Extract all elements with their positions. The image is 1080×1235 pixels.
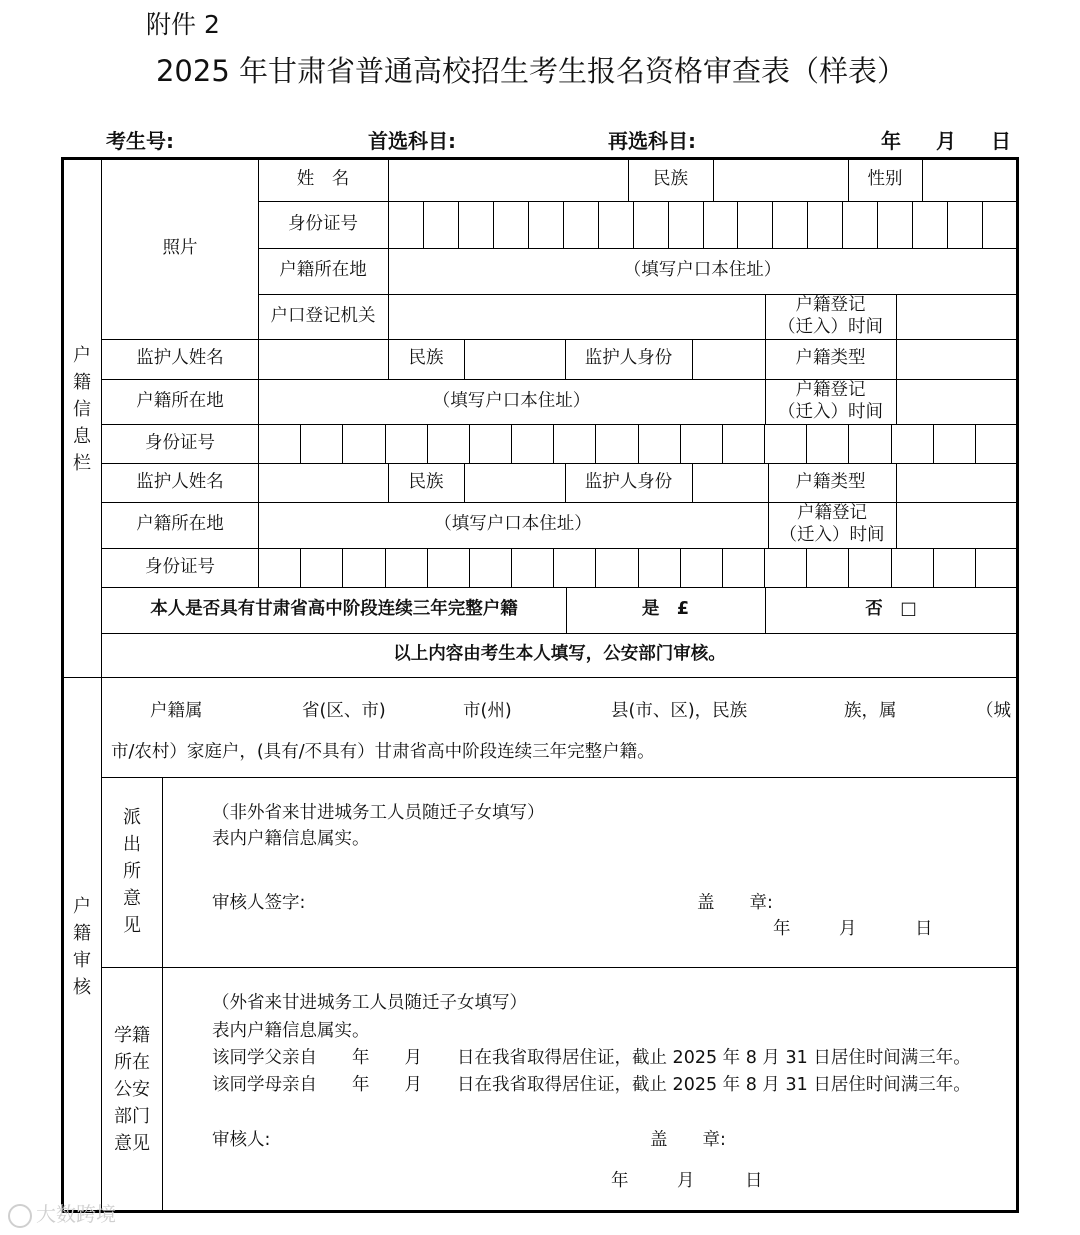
guardian1-residence-label: 户籍所在地 bbox=[136, 390, 224, 411]
guardian2-ethnicity-label: 民族 bbox=[408, 471, 444, 492]
ethnicity-label: 民族 bbox=[653, 169, 688, 190]
guardian2-id-label: 身份证号 bbox=[145, 556, 215, 577]
review-line1-d: 县(市、区)，民族 bbox=[611, 701, 748, 721]
address-placeholder: （填写户口本住址） bbox=[623, 260, 782, 281]
guardian1-id-type-label: 监护人身份 bbox=[584, 348, 673, 369]
gender-label: 性别 bbox=[867, 169, 903, 190]
police-true-statement: 表内户籍信息属实。 bbox=[212, 829, 370, 849]
police-date-year: 年 bbox=[773, 919, 791, 939]
police-note: （非外省来甘进城务工人员随迁子女填写） bbox=[212, 803, 545, 823]
guardian1-id-label: 身份证号 bbox=[145, 432, 215, 453]
first-subject-label: 首选科目: bbox=[368, 129, 456, 153]
reg-time-label: 户籍登记 （迁入）时间 bbox=[778, 294, 883, 337]
guardian1-ethnicity-label: 民族 bbox=[408, 348, 444, 369]
police-opinion-label: 派 出 所 意 见 bbox=[123, 807, 141, 936]
id-number-label: 身份证号 bbox=[288, 213, 358, 234]
yes-option[interactable]: 是 £ bbox=[641, 599, 690, 620]
header-month: 月 bbox=[936, 129, 956, 153]
no-option[interactable]: 否 □ bbox=[865, 599, 917, 620]
school-seal-label: 盖 章: bbox=[650, 1130, 726, 1150]
guardian2-id-type-label: 监护人身份 bbox=[584, 471, 673, 492]
header-day: 日 bbox=[991, 129, 1011, 153]
school-police-opinion-label: 学籍 所在 公安 部门 意见 bbox=[114, 1025, 150, 1154]
section-label-review: 户 籍 审 核 bbox=[73, 896, 91, 998]
guardian1-name-label: 监护人姓名 bbox=[136, 348, 224, 369]
guardian1-address-placeholder: （填写户口本住址） bbox=[432, 390, 591, 411]
attachment-label: 附件 2 bbox=[146, 10, 220, 39]
guardian2-huji-type-label: 户籍类型 bbox=[795, 471, 866, 492]
guardian1-huji-type-label: 户籍类型 bbox=[795, 348, 866, 369]
father-residence-statement: 该同学父亲自 年 月 日在我省取得居住证，截止 2025 年 8 月 31 日居住时间满三年。 bbox=[212, 1048, 971, 1068]
police-signature-label: 审核人签字: bbox=[212, 893, 306, 913]
guardian2-reg-time-label: 户籍登记 （迁入）时间 bbox=[779, 503, 885, 545]
name-label: 姓 名 bbox=[296, 169, 350, 190]
candidate-no-label: 考生号: bbox=[106, 129, 174, 153]
review-line1-a: 户籍属 bbox=[150, 701, 203, 721]
guardian2-residence-label: 户籍所在地 bbox=[136, 514, 224, 535]
fill-note: 以上内容由考生本人填写，公安部门审核。 bbox=[393, 644, 726, 665]
school-note: （外省来甘进城务工人员随迁子女填写） bbox=[212, 993, 527, 1013]
review-line2: 市/农村）家庭户，(具有/不具有）甘肃省高中阶段连续三年完整户籍。 bbox=[111, 742, 655, 762]
photo-cell: 照片 bbox=[162, 238, 198, 259]
section-label-huji: 户 籍 信 息 栏 bbox=[73, 345, 91, 474]
header-year: 年 bbox=[881, 129, 901, 153]
residence-label: 户籍所在地 bbox=[279, 260, 367, 281]
guardian2-name-label: 监护人姓名 bbox=[136, 471, 224, 492]
page-title: 2025 年甘肃省普通高校招生考生报名资格审查表（样表） bbox=[155, 54, 907, 88]
school-reviewer-label: 审核人: bbox=[212, 1130, 271, 1150]
watermark: 大数跨境 bbox=[8, 1198, 116, 1228]
police-date-day: 日 bbox=[915, 919, 933, 939]
review-line1-f: （城 bbox=[976, 701, 1011, 721]
review-line1-e: 族，属 bbox=[844, 701, 897, 721]
guardian1-reg-time-label: 户籍登记 （迁入）时间 bbox=[778, 379, 883, 422]
school-date-year: 年 bbox=[611, 1171, 629, 1191]
reg-authority-label: 户口登记机关 bbox=[270, 305, 376, 326]
review-line1-c: 市(州) bbox=[463, 701, 512, 721]
police-date-month: 月 bbox=[839, 919, 857, 939]
watermark-logo-icon bbox=[8, 1204, 32, 1228]
school-date-day: 日 bbox=[745, 1171, 763, 1191]
three-year-huji-question: 本人是否具有甘肃省高中阶段连续三年完整户籍 bbox=[150, 599, 518, 620]
mother-residence-statement: 该同学母亲自 年 月 日在我省取得居住证，截止 2025 年 8 月 31 日居住时间满三年。 bbox=[212, 1075, 971, 1095]
school-true-statement: 表内户籍信息属实。 bbox=[212, 1021, 370, 1041]
police-seal-label: 盖 章: bbox=[697, 893, 773, 913]
second-subject-label: 再选科目: bbox=[608, 129, 696, 153]
guardian2-address-placeholder: （填写户口本住址） bbox=[434, 514, 592, 535]
review-line1-b: 省(区、市) bbox=[302, 701, 386, 721]
school-date-month: 月 bbox=[677, 1171, 695, 1191]
